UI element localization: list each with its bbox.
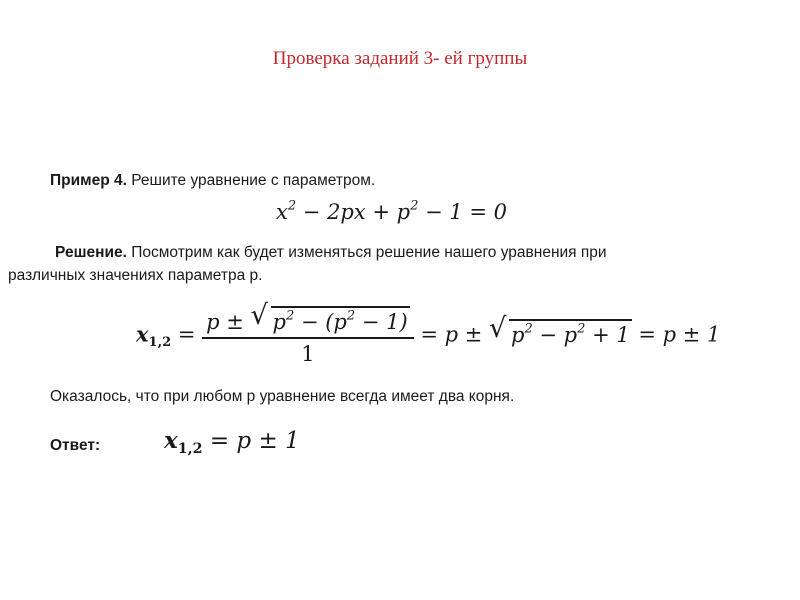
solution-text: Посмотрим как будет изменяться решение нашего уравнения при bbox=[126, 244, 607, 261]
answer-formula: $x_{1,2} = p \pm 1$ bbox=[164, 427, 300, 457]
example-line bbox=[50, 171, 375, 191]
solution-line-2: различных значениях параметра р. bbox=[8, 267, 263, 284]
conclusion-text: Оказалось, что при любом р уравнение всегда имеет два корня. bbox=[50, 388, 515, 405]
example-label: Пример 4. bbox=[50, 172, 127, 189]
square-root-2: √ $p^2 - p^2 + 1$ bbox=[488, 312, 630, 347]
example-text: Решите уравнение с параметром. bbox=[126, 172, 376, 189]
answer-label: Ответ: bbox=[50, 437, 101, 454]
roots-formula: $x_{1,2}$ = p ± √ $p^2 - (p^2 - 1)$ 1 = p ± √ $p^2 - p^2 + 1 = p \pm 1$ bbox=[136, 300, 721, 366]
square-root: √ $p^2 - (p^2 - 1)$ bbox=[250, 300, 408, 334]
solution-line-1 bbox=[55, 243, 607, 263]
fraction: p ± √ $p^2 - (p^2 - 1)$ 1 bbox=[202, 306, 414, 366]
main-equation: $x^2 - 2px + p^2 - 1 = 0$ bbox=[276, 198, 508, 224]
page-title: Проверка заданий 3- ей группы bbox=[272, 48, 528, 69]
solution-label: Решение. bbox=[55, 244, 127, 261]
